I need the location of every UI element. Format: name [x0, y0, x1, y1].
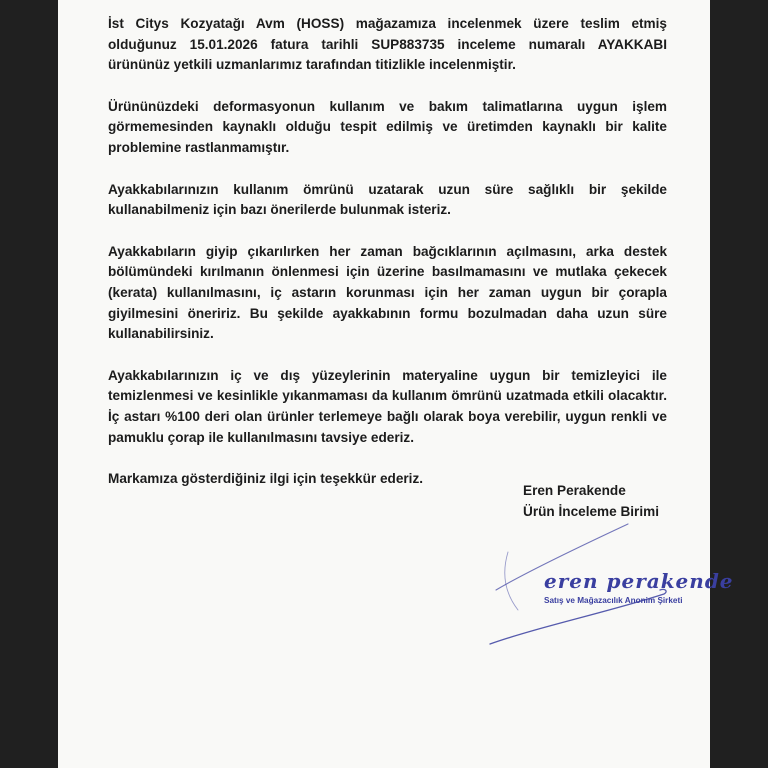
paragraph-recommendation-intro: Ayakkabılarınızın kullanım ömrünü uzatarak uzun süre sağlıklı bir şekilde kullanabilmeniz için bazı önerilerde bulunmak isteriz.	[108, 181, 667, 218]
letter-body	[108, 14, 667, 490]
paragraph-deformation-finding: Ürününüzdeki deformasyonun kullanım ve bakım talimatlarına uygun işlem görmemesinden kaynaklı olduğu tespit edilmiş ve üretimden kaynaklı bir kalite problemine rastlanmamıştır.	[108, 98, 667, 155]
paragraph-usage-advice: Ayakkabıların giyip çıkarılırken her zaman bağcıklarının açılmasını, arka destek bölümündeki kırılmanın önlenmesi için üzerine basılmamasını ve mutlaka çekecek (kerata) kullanılmasını, iç astarın korunması için her zaman uygun bir çorapla giyilmesini öneririz. Bu şekilde ayakkabının formu bozulmadan daha uzun süre kullanabilirsiniz.	[108, 243, 667, 342]
paragraph-cleaning-advice: Ayakkabılarınızın iç ve dış yüzeylerinin materyaline uygun bir temizleyici ile temizlenmesi ve kesinlikle yıkanmaması da kullanım ömrünü uzatmada etkili olacaktır. İç astarı %100 deri olan ürünler terlemeye bağlı olarak boya verebilir, uygun renkli ve pamuklu çorap ile kullanılmasını tavsiye ederiz.	[108, 367, 667, 445]
signature-block	[523, 481, 659, 522]
stamp-subtitle: Satış ve Mağazacılık Anonim Şirketi	[544, 596, 683, 605]
document-page	[58, 0, 734, 768]
signature-department: Ürün İnceleme Birimi	[523, 503, 659, 519]
paragraph-thanks: Markamıza gösterdiğiniz ilgi için teşekkür ederiz.	[108, 471, 424, 487]
company-stamp-signature	[478, 532, 734, 650]
stamp-logo-text: eren perakende	[544, 569, 734, 593]
signature-company: Eren Perakende	[523, 483, 626, 498]
paragraph-inspection-result: İst Citys Kozyatağı Avm (HOSS) mağazamıza incelenmek üzere teslim etmiş olduğunuz 15.01.2026 fatura tarihli SUP883735 inceleme numaralı AYAKKABI ürününüz yetkili uzmanlarımız tarafından titizlikle incelenmiştir.	[108, 16, 667, 73]
